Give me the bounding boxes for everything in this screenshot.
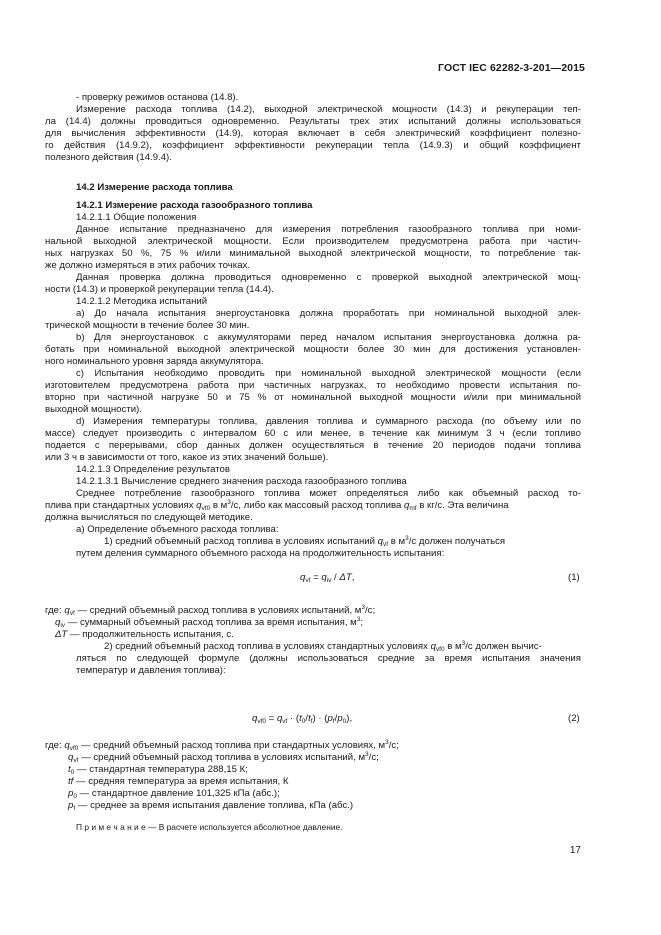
word: нальной xyxy=(45,236,83,247)
text-line xyxy=(45,440,581,452)
word: ляться xyxy=(76,653,107,664)
word: следует xyxy=(83,428,119,439)
word: 75 xyxy=(160,248,172,259)
word: коэффициент xyxy=(162,140,224,151)
word: мощности xyxy=(410,392,456,403)
word: (14.3) xyxy=(446,104,472,115)
word: необходимо xyxy=(395,380,450,391)
text-line xyxy=(76,104,581,116)
word: коэффициент xyxy=(470,128,532,139)
word: (если xyxy=(556,368,581,379)
word: производить xyxy=(126,428,183,439)
word: испытания xyxy=(383,332,432,343)
text-line: а) Определение объемного расхода топлива: xyxy=(76,524,279,535)
word: температуры xyxy=(151,416,210,427)
word: 60 xyxy=(264,428,276,439)
word: электрической xyxy=(425,368,491,379)
word: работа xyxy=(479,236,511,247)
text-line: должна вычисляться по следующей методике. xyxy=(45,512,253,523)
word: использоваться xyxy=(510,116,581,127)
word: Испытания xyxy=(94,368,144,379)
word: необходимо xyxy=(154,368,208,379)
word: Измерение xyxy=(76,104,126,115)
word: действия xyxy=(64,140,106,151)
word: достижения xyxy=(464,344,518,355)
word: (14.9.3) xyxy=(419,140,453,151)
word: 3 xyxy=(486,428,492,439)
text-line: 1) средний объемный расход топлива в условиях испытаний $q_{vf}$ в $м^3/с$ должен получаться xyxy=(104,535,506,548)
word: с xyxy=(203,332,209,343)
word: при xyxy=(528,224,545,235)
word: за xyxy=(424,653,435,664)
word: изготовителем xyxy=(45,380,111,391)
word: значения xyxy=(539,653,581,664)
word: (если xyxy=(512,428,537,439)
text-line: или 3 ч в зависимости от того, какое из этих значений больше). xyxy=(45,452,329,463)
word: номинальной xyxy=(291,392,352,403)
text-line xyxy=(45,428,581,440)
word: 75 xyxy=(239,392,250,403)
word: проводить xyxy=(218,368,265,379)
word: с xyxy=(283,428,289,439)
word: давления xyxy=(265,416,309,427)
word: До xyxy=(94,308,107,319)
word: либо xyxy=(417,488,440,499)
word: то- xyxy=(568,488,581,499)
word: и xyxy=(361,416,367,427)
equation-2: $q_{vf0} = q_{vf} \cdot (t_0/t_f) \cdot (p_f/p_0)$, xyxy=(252,713,353,725)
text-line xyxy=(76,653,581,665)
word: подачи xyxy=(504,440,536,451)
word: формуле xyxy=(198,653,240,664)
word: выходной xyxy=(264,104,308,115)
word: газообразного xyxy=(191,488,255,499)
word: так- xyxy=(563,248,581,259)
word: тепла xyxy=(383,140,410,151)
word: течение xyxy=(372,428,408,439)
word: частичных xyxy=(264,380,311,391)
word: с xyxy=(356,272,362,283)
word: время xyxy=(444,653,473,664)
word: при xyxy=(83,344,100,355)
word: (должны xyxy=(249,653,288,664)
word: (по xyxy=(481,416,496,427)
word: при xyxy=(408,308,425,319)
word: номинальной xyxy=(434,308,495,319)
text-line: трической мощности в течение более 30 мин. xyxy=(45,320,250,331)
word: частичной xyxy=(107,392,154,403)
text-line xyxy=(45,392,581,404)
word: установлен- xyxy=(526,344,581,355)
word: мощ- xyxy=(557,272,581,283)
word: топлива xyxy=(482,224,519,235)
word: и xyxy=(225,392,232,403)
where-line: где: $q_{vf0}$ — средний объемный расход топлива при стандартных условиях, $м^3/с$; xyxy=(45,739,399,752)
word: вычисления xyxy=(71,128,126,139)
word: которая xyxy=(253,128,289,139)
equation-1: $q_{vf} = q_{iv} / \Delta T$, xyxy=(300,572,355,584)
word: номинальной xyxy=(108,344,169,355)
word: ра- xyxy=(567,332,581,343)
text-line: - проверку режимов останова (14.8). xyxy=(76,92,239,103)
text-line xyxy=(76,224,581,236)
clause-title: 14.2.1.1 Общие положения xyxy=(76,212,197,223)
word: провести xyxy=(459,380,500,391)
word: началом xyxy=(336,332,375,343)
word: топлива, xyxy=(218,416,258,427)
where-line: $q_{iv}$ — суммарный объемный расход топлива за время испытания, $м^3$; xyxy=(55,616,364,629)
word: сбор xyxy=(176,440,198,451)
word: Измерения xyxy=(93,416,143,427)
text-line: температур и давления топлива): xyxy=(76,665,226,676)
word: периодов xyxy=(452,440,495,451)
word: производителем xyxy=(315,236,389,247)
word: суммарного xyxy=(375,416,429,427)
equation-number: (1) xyxy=(568,572,580,583)
word: рекуперации xyxy=(496,104,554,115)
word: следующей xyxy=(136,653,189,664)
word: частич- xyxy=(547,236,581,247)
word: массе) xyxy=(45,428,76,439)
word: нагрузке xyxy=(161,392,200,403)
word: предусмотрена xyxy=(119,380,189,391)
word: менее, xyxy=(320,428,351,439)
word: от xyxy=(274,392,284,403)
word: объемный xyxy=(472,488,519,499)
word: Если xyxy=(282,236,305,247)
word: или xyxy=(545,416,562,427)
word: в xyxy=(373,440,379,451)
equation-number: (2) xyxy=(568,713,580,724)
word: электрической xyxy=(147,236,213,247)
text-line xyxy=(76,272,581,284)
word: расхода xyxy=(135,104,172,115)
clause-title: 14.2.1.3.1 Вычисление среднего значения расхода газообразного топлива xyxy=(76,476,407,487)
word: начала xyxy=(116,308,149,319)
word: интервалом xyxy=(203,428,257,439)
word: при xyxy=(238,380,255,391)
word: Среднее xyxy=(76,488,115,499)
word: по xyxy=(570,416,581,427)
word: или xyxy=(296,428,313,439)
word: проверка xyxy=(119,272,161,283)
word: топлива xyxy=(181,104,218,115)
word: выходной xyxy=(177,344,221,355)
clause-title: 14.2.1.2 Методика испытаний xyxy=(76,296,208,307)
word: общий xyxy=(479,140,509,151)
word: по- xyxy=(567,380,581,391)
word: включает xyxy=(297,128,340,139)
word: электрической xyxy=(229,344,295,355)
word: мощности. xyxy=(223,236,272,247)
word: проработать xyxy=(342,308,399,319)
word: трех xyxy=(349,116,370,127)
subsection-heading: 14.2.1 Измерение расхода газообразного топлива xyxy=(76,200,313,211)
word: испытания xyxy=(509,380,558,391)
where-line: где: $q_{vf}$ — средний объемный расход топлива в условиях испытаний, $м^3/с$; xyxy=(45,604,376,617)
word: ч xyxy=(499,428,505,439)
word: предусмотрена xyxy=(399,236,469,247)
where-line: $p_0$ — стандартное давление 101,325 кПа (абс.); xyxy=(68,788,280,800)
word: d) xyxy=(76,416,85,427)
word: испытания xyxy=(158,308,206,319)
word: предназначено xyxy=(177,224,246,235)
word: данных xyxy=(206,440,240,451)
word: должны xyxy=(465,116,501,127)
word: электрической xyxy=(317,104,383,115)
word: газообразного xyxy=(408,224,472,235)
word: с xyxy=(94,440,100,451)
word: испытание xyxy=(119,224,168,235)
word: потребления xyxy=(341,224,399,235)
word: по xyxy=(116,653,127,664)
word: потребление xyxy=(498,248,556,259)
word: (14.9.2), xyxy=(115,140,152,151)
word: 50 xyxy=(207,392,218,403)
word: может xyxy=(309,488,337,499)
word: и/или xyxy=(196,248,221,259)
word: номинальной xyxy=(301,368,362,379)
word: объему xyxy=(503,416,537,427)
where-line: ΔT — продолжительность испытания, с. xyxy=(55,629,234,640)
text-line xyxy=(45,140,581,152)
word: определяться xyxy=(346,488,409,499)
text-line xyxy=(76,488,581,500)
text-line xyxy=(76,308,581,320)
word: потребление xyxy=(124,488,182,499)
word: эффективности xyxy=(135,128,206,139)
word: % xyxy=(257,392,267,403)
page-number: 17 xyxy=(569,845,581,856)
word: должны xyxy=(100,116,136,127)
text-line: 2) средний объемный расход топлива в условиях стандартных условиях $q_{vf0}$ в $м^3/с$ должен вычис- xyxy=(104,640,542,653)
word: топлива xyxy=(263,488,300,499)
word: выходной xyxy=(359,392,403,403)
word: элек- xyxy=(557,308,581,319)
word: осуществляться xyxy=(291,440,365,451)
word: средние xyxy=(377,653,415,664)
word: одновременно. xyxy=(211,116,280,127)
text-line: путем деления суммарного объемного расхода на продолжительность испытания: xyxy=(76,548,445,559)
word: подается xyxy=(45,440,86,451)
word: использоваться xyxy=(297,653,368,664)
where-line: $p_f$ — среднее за время испытания давление топлива, кПа (абс.) xyxy=(68,800,354,812)
clause-title: 14.2.1.3 Определение результатов xyxy=(76,464,230,475)
word: расхода xyxy=(436,416,473,427)
text-line xyxy=(45,128,581,140)
word: расход xyxy=(527,488,559,499)
text-line: выходной мощности). xyxy=(45,404,142,415)
word: проводиться xyxy=(214,272,271,283)
word: мощности xyxy=(501,368,547,379)
word: работа xyxy=(197,380,229,391)
text-line xyxy=(45,248,581,260)
word: должна xyxy=(299,308,334,319)
word: Данная xyxy=(76,272,109,283)
word: теп- xyxy=(562,104,581,115)
word: выходной xyxy=(298,248,343,259)
word: с) xyxy=(76,368,84,379)
word: должна xyxy=(170,272,205,283)
text-line: полезного действия (14.9.4). xyxy=(45,152,172,163)
word: испытания xyxy=(482,653,530,664)
word: нагрузках xyxy=(70,248,114,259)
word: а) xyxy=(76,308,85,319)
text-line xyxy=(76,416,581,428)
word: ла xyxy=(45,116,56,127)
where-line: $t_0$ — стандартная температура 288,15 К; xyxy=(68,764,248,776)
word: как xyxy=(415,428,430,439)
word: (14.4) xyxy=(65,116,91,127)
word: % xyxy=(179,248,189,259)
standard-header: ГОСТ IEC 62282-3-201—2015 xyxy=(438,62,585,74)
word: аккумуляторами xyxy=(217,332,291,343)
word: при xyxy=(521,236,537,247)
word: топливо xyxy=(544,428,581,439)
word: (14.2), xyxy=(226,104,255,115)
text-line xyxy=(76,368,581,380)
word: этих xyxy=(379,116,399,127)
word: электрический xyxy=(395,128,461,139)
text-line: ного номинального уровня заряда аккумулятора. xyxy=(45,356,264,367)
word: Для xyxy=(93,332,112,343)
text-line xyxy=(76,332,581,344)
word: %, xyxy=(140,248,153,259)
word: выходной xyxy=(504,308,548,319)
word: перед xyxy=(300,332,327,343)
word: энергоустановка xyxy=(441,332,515,343)
word: 50 xyxy=(121,248,133,259)
word: Данное xyxy=(76,224,110,235)
word: для xyxy=(439,344,456,355)
word: энергоустановка xyxy=(215,308,290,319)
word: для xyxy=(45,128,62,139)
word: полезно- xyxy=(541,128,581,139)
word: испытаний xyxy=(408,116,457,127)
text-line: ности (14.3) и проверкой рекуперации тепла (14.4). xyxy=(45,284,274,295)
word: одновременно xyxy=(281,272,347,283)
word: 30 xyxy=(393,344,405,355)
word: и xyxy=(481,104,487,115)
word: коэффициент xyxy=(519,140,581,151)
word: должен xyxy=(249,440,283,451)
word: выходной xyxy=(428,272,473,283)
word: в xyxy=(358,428,365,439)
word: Результаты xyxy=(289,116,340,127)
word: при xyxy=(275,368,292,379)
word: минимум xyxy=(437,428,479,439)
word: то xyxy=(376,380,386,391)
word: топлива xyxy=(316,416,354,427)
word: топлива xyxy=(544,440,581,451)
word: проводиться xyxy=(145,116,202,127)
word: должна xyxy=(524,332,558,343)
word: более xyxy=(357,344,385,355)
word: выходной xyxy=(93,236,137,247)
word: и xyxy=(463,140,469,151)
where-line: $q_{vf}$ — средний объемный расход топлива в условиях испытаний, $м^3/с$; xyxy=(68,751,379,764)
word: энергоустановок xyxy=(120,332,195,343)
word: b) xyxy=(76,332,85,343)
text-line xyxy=(45,116,581,128)
word: мин xyxy=(413,344,431,355)
word: течение xyxy=(387,440,424,451)
word: и/или xyxy=(463,392,489,403)
word: себя xyxy=(364,128,386,139)
note: П р и м е ч а н и е — В расчете используется абсолютное давление. xyxy=(76,822,343,832)
word: с xyxy=(190,428,196,439)
word: мощности, xyxy=(424,248,472,259)
word: измерения xyxy=(282,224,331,235)
word: электрической xyxy=(482,272,548,283)
word: рекуперации xyxy=(315,140,373,151)
text-line xyxy=(45,344,581,356)
word: перерывами, xyxy=(108,440,168,451)
word: номи- xyxy=(555,224,581,235)
word: проверкой xyxy=(371,272,419,283)
word: при xyxy=(495,392,512,403)
word: то xyxy=(480,248,490,259)
word: в xyxy=(349,128,355,139)
word: при xyxy=(83,392,100,403)
word: 20 xyxy=(432,440,444,451)
word: го xyxy=(45,140,54,151)
text-line xyxy=(45,236,581,248)
word: мощности xyxy=(303,344,349,355)
word: (14.9), xyxy=(215,128,244,139)
text-line xyxy=(45,380,581,392)
word: вторно xyxy=(45,392,76,403)
word: мощности xyxy=(391,104,437,115)
word: эффективности xyxy=(234,140,305,151)
text-line: плива при стандартных условиях $q_{vf0}$ в $м^3/с$, либо как массовый расход топлива $q_{mf}$ в кг/с. Эта величина xyxy=(45,499,509,512)
word: минимальной xyxy=(229,248,291,259)
word: выходной xyxy=(371,368,416,379)
word: ных xyxy=(45,248,62,259)
word: ботать xyxy=(45,344,75,355)
where-line: tf — средняя температура за время испытания, К xyxy=(68,776,289,787)
word: для xyxy=(255,224,273,235)
text-line: же должно измеряться в этих рабочих точках. xyxy=(45,260,251,271)
word: как xyxy=(448,488,463,499)
section-heading: 14.2 Измерение расхода топлива xyxy=(76,182,233,193)
word: нагрузках, xyxy=(320,380,367,391)
word: минимальной xyxy=(519,392,581,403)
word: электрической xyxy=(350,248,416,259)
